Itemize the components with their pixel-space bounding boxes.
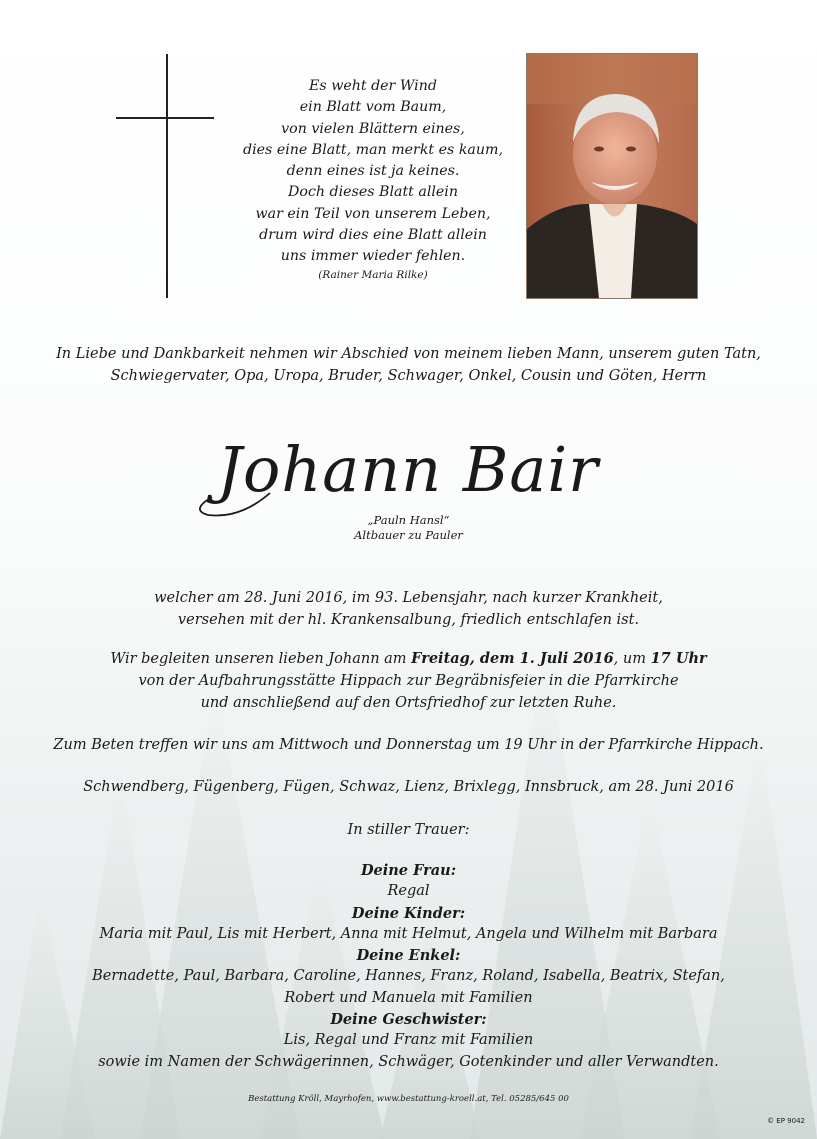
deceased-name bbox=[160, 415, 657, 525]
funeral-date: Freitag, dem 1. Juli 2016 bbox=[411, 650, 614, 667]
deceased-title: Altbauer zu Pauler bbox=[354, 528, 463, 542]
grandchildren-title: Deine Enkel: bbox=[356, 947, 461, 965]
deceased-name-text: Johann Bair bbox=[217, 433, 599, 506]
deceased-nickname-block bbox=[20, 513, 797, 543]
closing-line: sowie im Namen der Schwägerinnen, Schwäger, Gotenkinder und aller Verwandten. bbox=[98, 1053, 719, 1070]
death-line: welcher am 28. Juni 2016, im 93. Lebensjahr, nach kurzer Krankheit, bbox=[154, 590, 663, 606]
funeral-pre: Wir begleiten unseren lieben Johann am bbox=[110, 651, 412, 667]
poem-author: (Rainer Maria Rilke) bbox=[318, 268, 428, 281]
poem-line: Doch dieses Blatt allein bbox=[288, 184, 458, 201]
siblings-line: Lis, Regal und Franz mit Familien bbox=[283, 1032, 534, 1049]
poem-line: von vielen Blättern eines, bbox=[281, 120, 465, 137]
funeral-line-2: von der Aufbahrungsstätte Hippach zur Begräbnisfeier in die Pfarrkirche bbox=[138, 673, 679, 689]
mourning-heading bbox=[20, 819, 797, 841]
intro-line: In Liebe und Dankbarkeit nehmen wir Abschied von meinem lieben Mann, unserem guten Tatn, bbox=[56, 346, 761, 362]
cross-icon bbox=[110, 52, 220, 300]
poem-line: drum wird dies eine Blatt allein bbox=[259, 227, 487, 244]
portrait-photo bbox=[526, 53, 698, 299]
funeral-time: 17 Uhr bbox=[650, 650, 707, 667]
intro-line: Schwiegervater, Opa, Uropa, Bruder, Schwager, Onkel, Cousin und Göten, Herrn bbox=[110, 368, 707, 384]
places-date bbox=[20, 776, 797, 798]
places-line: Schwendberg, Fügenberg, Fügen, Schwaz, Lienz, Brixlegg, Innsbruck, am 28. Juni 2016 bbox=[83, 779, 734, 795]
prayer-line: Zum Beten treffen wir uns am Mittwoch und Donnerstag um 19 Uhr in der Pfarrkirche Hippach. bbox=[53, 737, 764, 753]
footer bbox=[20, 1093, 797, 1105]
print-code: © EP 9042 bbox=[767, 1117, 805, 1125]
mourning-line: In stiller Trauer: bbox=[347, 822, 470, 838]
wife-line: Regal bbox=[387, 883, 430, 900]
footer-line: Bestattung Kröll, Mayrhofen, www.bestattung-kroell.at, Tel. 05285/645 00 bbox=[248, 1094, 569, 1104]
grandchildren-line: Robert und Manuela mit Familien bbox=[284, 989, 533, 1006]
siblings-title: Deine Geschwister: bbox=[330, 1011, 487, 1029]
family-list bbox=[20, 860, 797, 1073]
death-line: versehen mit der hl. Krankensalbung, friedlich entschlafen ist. bbox=[177, 612, 640, 628]
intro-text bbox=[20, 343, 797, 387]
funeral-mid: , um bbox=[613, 651, 651, 667]
funeral-line-1 bbox=[20, 648, 797, 670]
children-title: Deine Kinder: bbox=[351, 904, 466, 922]
prayer-notice bbox=[20, 734, 797, 756]
funeral-notice bbox=[20, 648, 797, 714]
wife-title: Deine Frau: bbox=[360, 862, 457, 879]
poem-line: denn eines ist ja keines. bbox=[286, 163, 460, 180]
poem-line: uns immer wieder fehlen. bbox=[280, 248, 466, 265]
poem-line: dies eine Blatt, man merkt es kaum, bbox=[243, 141, 503, 158]
death-notice bbox=[20, 587, 797, 631]
grandchildren-line: Bernadette, Paul, Barbara, Caroline, Hannes, Franz, Roland, Isabella, Beatrix, Stefan, bbox=[92, 968, 725, 985]
deceased-nickname: „Pauln Hansl“ bbox=[367, 513, 450, 527]
funeral-line-3: und anschließend auf den Ortsfriedhof zur letzten Ruhe. bbox=[200, 695, 617, 711]
poem-line: Es weht der Wind bbox=[309, 78, 437, 94]
poem-line: ein Blatt vom Baum, bbox=[299, 99, 447, 116]
poem-line: war ein Teil von unserem Leben, bbox=[255, 205, 491, 222]
poem bbox=[228, 76, 518, 282]
children-line: Maria mit Paul, Lis mit Herbert, Anna mit Helmut, Angela und Wilhelm mit Barbara bbox=[99, 925, 718, 942]
